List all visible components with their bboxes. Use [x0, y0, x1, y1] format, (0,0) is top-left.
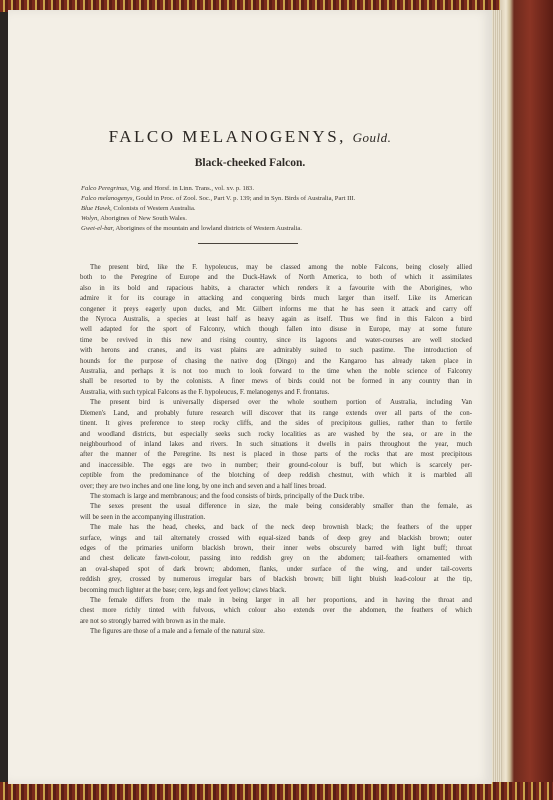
synonymy-list	[81, 184, 461, 234]
body-text-line: The sexes present the usual difference in size, the male being considerably smaller than the female, as	[90, 503, 472, 511]
body-text-line: chest more richly tinted with fulvous, which colour also extends over the abdomen, the feathers of which	[80, 607, 472, 615]
body-text-line: Diemen's Land, and probably future research will discover that its range extends over all parts of the con-	[80, 409, 472, 417]
body-text-line: Australia, with such typical Falcons as the F. hypoleucus, F. melanogenys and F. frontatus.	[80, 388, 330, 396]
synonym-reference: Colonists of Western Australia.	[113, 205, 196, 212]
synonym-reference: Gould in Proc. of Zool. Soc., Part V. p. 139; and in Syn. Birds of Australia, Part III.	[135, 195, 356, 202]
body-text-line: and woodland districts, but especially seeks such rocky localities as are washed by the sea, or are in the	[80, 430, 472, 438]
body-text-line: tinent. It gives preference to steep rocky cliffs, and the sides of precipitous gullies, rather than to fertile	[80, 420, 472, 428]
synonym-name: Blue Hawk,	[81, 205, 112, 212]
body-text-line: and chest delicate fawn-colour, passing into reddish grey on the abdomen; tail-feathers ornamented with	[80, 555, 472, 563]
body-text-line: The figures are those of a male and a female of the natural size.	[90, 628, 265, 636]
body-text-line: Australia, and perhaps it is not too much to look forward to the time when the noble science of Falconry	[80, 368, 472, 376]
body-text-line: edges of the primaries uniform blackish brown, their inner webs obscurely barred with light buff; throat	[80, 544, 472, 552]
body-text-line: The male has the head, cheeks, and back of the neck deep brownish black; the feathers of the upper	[90, 524, 472, 532]
species-name: FALCO MELANOGENYS,	[108, 127, 346, 146]
body-text-line: hounds for the purpose of chasing the native dog (Dingo) and the Kangaroo has already taken place in	[80, 357, 472, 365]
body-text-line: reddish grey, crossed by numerous irregular bars of blackish brown; bill light bluish lead-colour at the tip,	[80, 576, 472, 584]
synonym-reference: Aborigines of the mountain and lowland districts of Western Australia.	[115, 225, 302, 232]
page-title	[8, 127, 492, 147]
body-text-line: The stomach is large and membranous; and the food consists of birds, principally of the Duck tribe.	[90, 492, 365, 500]
body-text-line: an oval-shaped spot of dark brown; abdomen, flanks, under surface of the wing, and under tail-coverts	[80, 565, 472, 573]
body-text-line: time be revived in this new and rising country, since its lagoons and water-courses are well stocked	[80, 336, 472, 344]
synonym-reference: Aborigines of New South Wales.	[100, 215, 187, 222]
synonym-reference: Vig. and Horsf. in Linn. Trans., vol. xv. p. 183.	[130, 185, 254, 192]
synonym-name: Falco melanogenys,	[81, 195, 135, 202]
body-text-line: over; they are two inches and one line long, by one inch and seven and a half lines broad.	[80, 482, 327, 490]
section-divider	[198, 243, 298, 244]
body-text-line: congener it preys eagerly upon ducks, and Mr. Gilbert informs me that he has seen it attack and carry off	[80, 305, 472, 313]
body-text-line: with herons and cranes, and its vast plains are admirably suited to such pastime. The introduction of	[80, 347, 472, 355]
body-text-line: The female differs from the male in being larger in all her proportions, and in having the throat and	[90, 597, 472, 604]
body-text-line: also in its bold and rapacious habits, a character which renders it a favourite with the Aborigines, who	[80, 284, 472, 292]
body-text-line: The present bird, like the F. hypoleucus, may be classed among the noble Falcons, being closely allied	[90, 264, 472, 271]
synonym-name: Gwet-el-bar,	[81, 225, 115, 232]
synonym-name: Falco Peregrinus,	[81, 185, 129, 192]
body-text	[80, 263, 472, 638]
synonym-entry	[81, 184, 461, 194]
species-authority: Gould.	[352, 130, 392, 145]
synonym-entry	[81, 224, 461, 234]
body-text-line: after the manner of the Peregrine. Its nest is placed in those parts of the rocks that are most precipitous	[80, 451, 472, 459]
body-text-line: ceptible from the predominance of the blotching of deep reddish chestnut, with which it is marbled all	[80, 472, 472, 480]
body-text-line: admire it for its courage in attacking and conquering birds much larger than itself. Like its American	[80, 295, 472, 303]
body-text-line: will be seen in the accompanying illustration.	[80, 513, 206, 521]
body-text-line: are not so strongly barred with brown as in the male.	[80, 617, 226, 625]
binding-edge-bottom	[0, 782, 553, 800]
body-text-line: becoming much lighter at the base; cere, legs and feet yellow; claws black.	[80, 586, 287, 594]
body-text-line: neighbourhood of inland lakes and rivers. In such situations it dwells in pairs throughout the year, much	[80, 440, 472, 448]
body-text-line: the Nyroca Australis, a species at least half as heavy again as itself. Thus we find in this Falcon a bird	[80, 316, 472, 324]
body-text-line: The present bird is universally dispersed over the whole southern portion of Australia, including Van	[90, 399, 472, 407]
synonym-entry	[81, 194, 461, 204]
synonym-entry	[81, 204, 461, 214]
common-name: Black-cheeked Falcon.	[194, 157, 306, 169]
body-text-line: shall be resorted to by the colonists. A finer mews of birds could not be formed in any country than in	[80, 378, 472, 386]
body-text-line: both to the Peregrine of Europe and the Duck-Hawk of North America, to both of which it assimilates	[80, 274, 472, 282]
body-text-line: and inaccessible. The eggs are two in number; their ground-colour is buff, but which is scarcely per-	[80, 461, 472, 469]
binding-edge-right	[500, 0, 553, 800]
book-page	[8, 10, 492, 784]
synonym-name: Wolyn,	[81, 215, 99, 222]
body-text-line: well adapted for the sport of Falconry, which though fallen into disuse in Europe, may at some future	[80, 326, 472, 334]
synonym-entry	[81, 214, 461, 224]
body-text-line: surface, wings and tail alternately crossed with equal-sized bands of deep grey and blackish brown; outer	[80, 534, 472, 542]
